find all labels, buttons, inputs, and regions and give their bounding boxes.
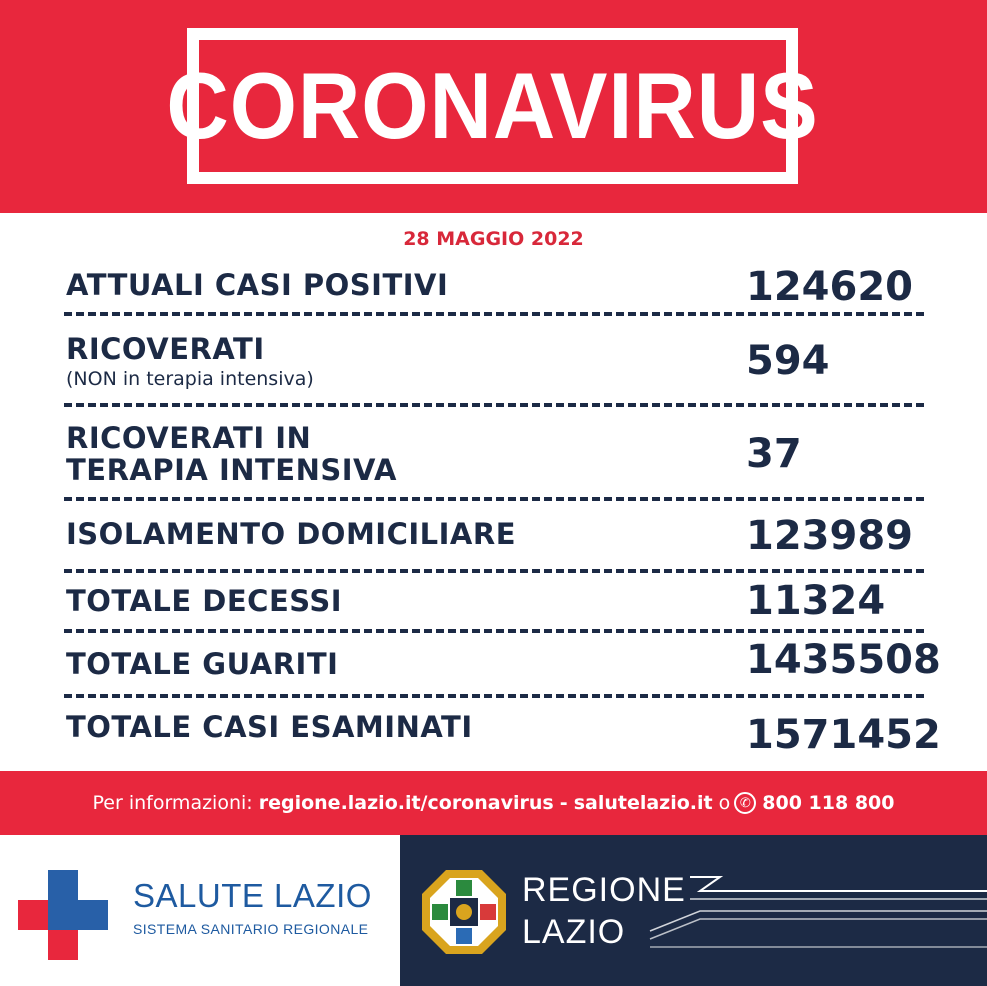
stat-value: 37 bbox=[746, 431, 802, 477]
stat-row-deaths bbox=[64, 573, 924, 633]
stat-sublabel: (NON in terapia intensiva) bbox=[66, 368, 314, 390]
stat-row-home-isolation bbox=[64, 501, 924, 573]
stat-value: 594 bbox=[746, 338, 830, 384]
salute-lazio-subtitle: SISTEMA SANITARIO REGIONALE bbox=[133, 921, 369, 937]
regione-lazio-logo bbox=[400, 835, 987, 986]
stat-value: 1571452 bbox=[746, 712, 941, 758]
report-date: 28 MAGGIO 2022 bbox=[403, 228, 584, 250]
stat-row-tested bbox=[64, 698, 941, 768]
stat-value: 1435508 bbox=[746, 637, 941, 683]
info-link-regione[interactable]: regione.lazio.it/coronavirus bbox=[258, 792, 554, 814]
stat-label: ATTUALI CASI POSITIVI bbox=[66, 268, 449, 302]
info-link-salute[interactable]: salutelazio.it bbox=[573, 792, 713, 814]
stat-label: TOTALE DECESSI bbox=[66, 584, 343, 618]
stat-label: RICOVERATI IN bbox=[66, 421, 312, 455]
stat-label: RICOVERATI bbox=[66, 332, 265, 366]
salute-lazio-name: SALUTE LAZIO bbox=[133, 877, 372, 914]
info-or: o bbox=[718, 792, 731, 814]
regione-line1: REGIONE bbox=[522, 871, 686, 909]
info-phone[interactable]: 800 118 800 bbox=[762, 792, 895, 814]
stat-label: TOTALE GUARITI bbox=[66, 647, 339, 681]
page-title: CORONAVIRUS bbox=[166, 53, 819, 158]
title-box bbox=[166, 28, 819, 184]
stat-row-active-cases bbox=[64, 258, 924, 316]
stat-row-recovered bbox=[64, 633, 941, 698]
regione-line2: LAZIO bbox=[522, 913, 626, 951]
phone-icon: ✆ bbox=[734, 792, 756, 814]
stat-value: 123989 bbox=[746, 513, 913, 559]
salute-lazio-logo bbox=[0, 835, 400, 986]
stat-label-line2: TERAPIA INTENSIVA bbox=[66, 453, 397, 487]
stat-value: 11324 bbox=[746, 578, 886, 624]
stats-table bbox=[64, 258, 941, 768]
stat-value: 124620 bbox=[746, 264, 913, 310]
regione-emblem-icon bbox=[420, 868, 508, 956]
stat-label: ISOLAMENTO DOMICILIARE bbox=[66, 517, 517, 551]
header-banner bbox=[0, 0, 987, 213]
info-prefix: Per informazioni: bbox=[92, 792, 253, 814]
stat-label: TOTALE CASI ESAMINATI bbox=[66, 710, 473, 744]
stat-row-hospitalized bbox=[64, 316, 924, 407]
stat-row-intensive-care bbox=[64, 407, 924, 501]
health-cross-icon bbox=[18, 870, 108, 960]
info-separator: - bbox=[559, 792, 568, 814]
info-bar bbox=[0, 771, 987, 835]
